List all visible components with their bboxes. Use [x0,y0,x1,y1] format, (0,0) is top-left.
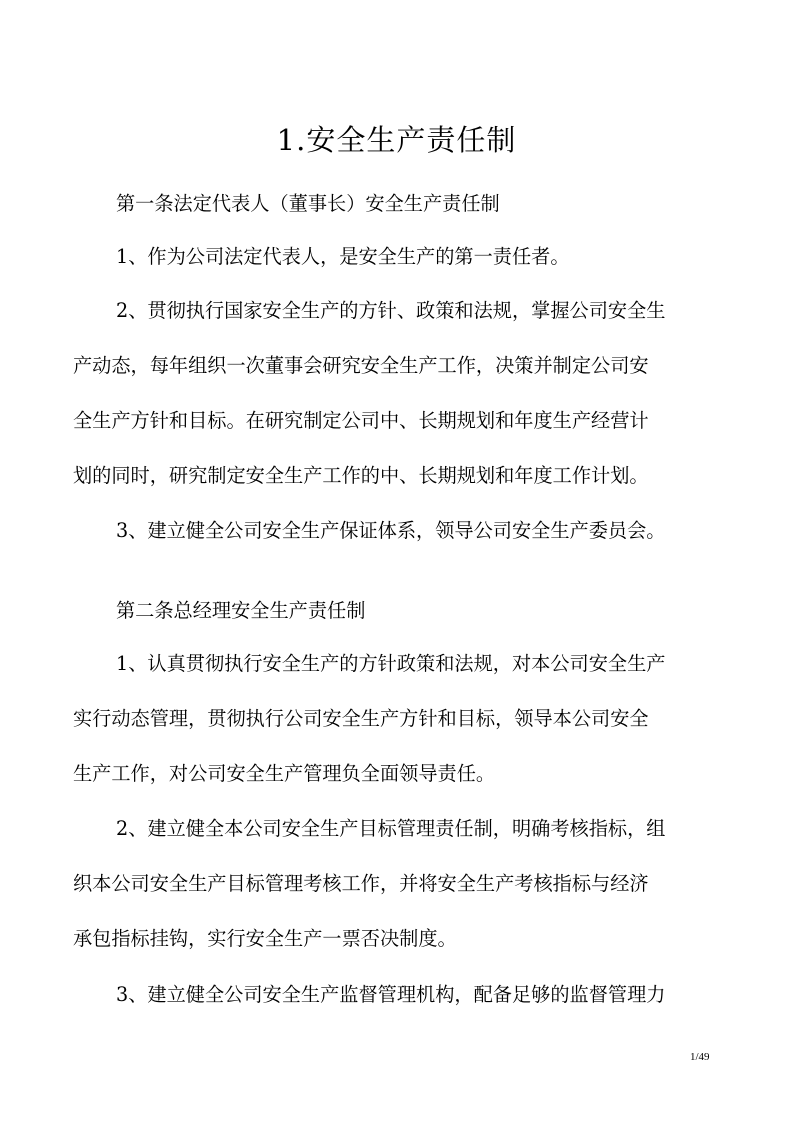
paragraph-line: 织本公司安全生产目标管理考核工作，并将安全生产考核指标与经济 [73,872,649,895]
section-heading-1: 第一条法定代表人（董事长）安全生产责任制 [116,192,500,215]
paragraph-line: 2、建立健全本公司安全生产目标管理责任制，明确考核指标，组 [116,817,666,840]
paragraph-line: 3、建立健全公司安全生产保证体系，领导公司安全生产委员会。 [116,519,666,542]
document-title: 1.安全生产责任制 [276,123,517,157]
paragraph-line: 划的同时，研究制定安全生产工作的中、长期规划和年度工作计划。 [73,464,649,487]
paragraph-line: 全生产方针和目标。在研究制定公司中、长期规划和年度生产经营计 [73,409,649,432]
paragraph-line: 1、认真贯彻执行安全生产的方针政策和法规，对本公司安全生产 [116,652,666,675]
section-heading-2: 第二条总经理安全生产责任制 [116,599,366,622]
paragraph-line: 生产工作，对公司安全生产管理负全面领导责任。 [73,762,496,785]
page-number: 1/49 [690,1051,710,1063]
paragraph-line: 实行动态管理，贯彻执行公司安全生产方针和目标，领导本公司安全 [73,707,649,730]
paragraph-line: 承包指标挂钩，实行安全生产一票否决制度。 [73,927,457,950]
paragraph-line: 产动态，每年组织一次董事会研究安全生产工作，决策并制定公司安 [73,354,649,377]
paragraph-line: 2、贯彻执行国家安全生产的方针、政策和法规，掌握公司安全生 [116,299,666,322]
paragraph-line: 1、作为公司法定代表人，是安全生产的第一责任者。 [116,245,570,268]
paragraph-line: 3、建立健全公司安全生产监督管理机构，配备足够的监督管理力 [116,983,666,1006]
